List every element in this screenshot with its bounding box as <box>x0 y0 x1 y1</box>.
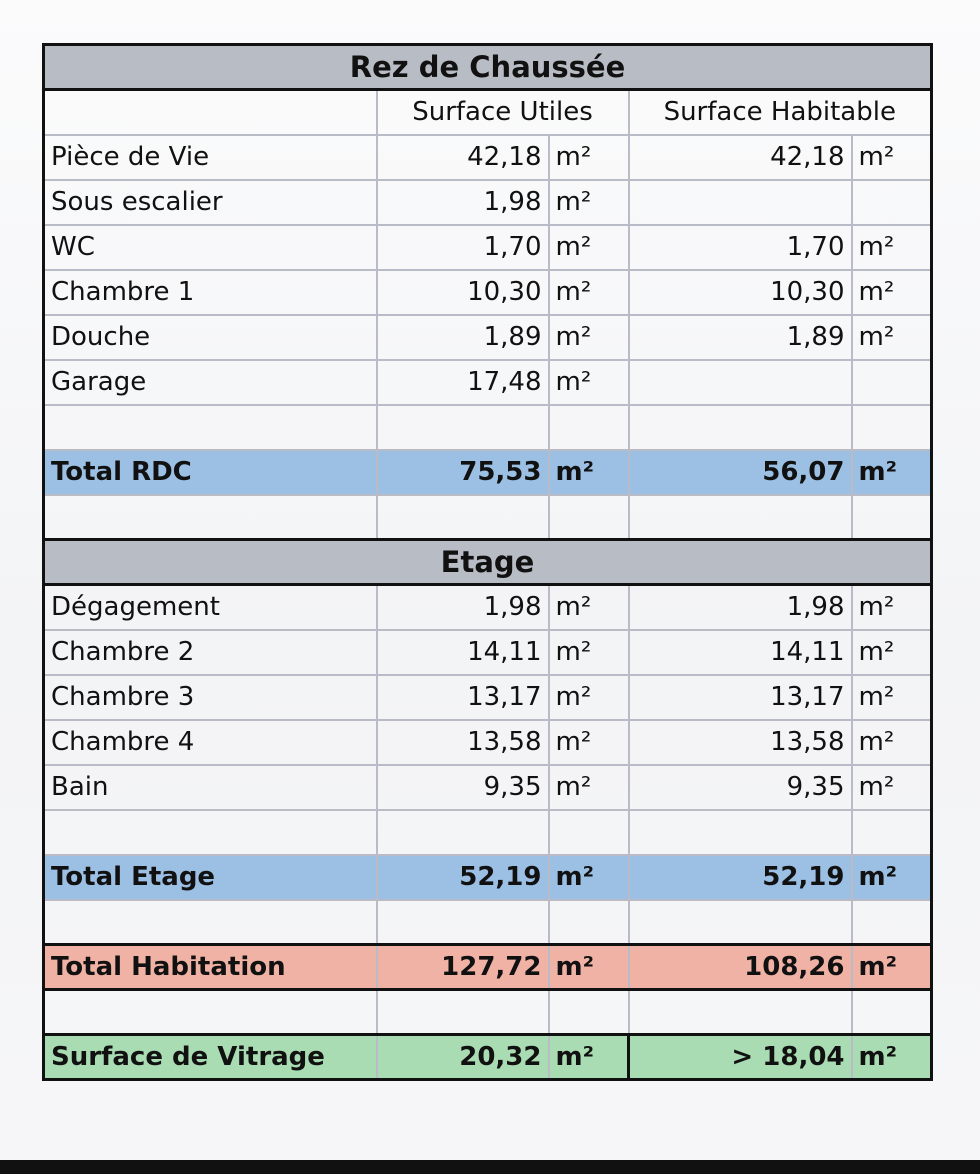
surface-habitable: 14,11 <box>629 630 852 675</box>
unit: m² <box>549 180 629 225</box>
section-header-etage <box>44 540 932 585</box>
unit: m² <box>549 765 629 810</box>
total-label: Total Habitation <box>44 945 377 990</box>
section-title: Rez de Chaussée <box>44 45 932 90</box>
total-utile: 127,72 <box>377 945 549 990</box>
column-header-row <box>44 90 932 135</box>
table-row <box>44 225 932 270</box>
room-name: Chambre 3 <box>44 675 377 720</box>
vitrage-value: 20,32 <box>377 1035 549 1080</box>
total-habitable: 56,07 <box>629 450 852 495</box>
unit: m² <box>852 225 932 270</box>
bottom-bar <box>0 1160 980 1174</box>
room-name: Bain <box>44 765 377 810</box>
room-name: Chambre 1 <box>44 270 377 315</box>
surface-utile: 13,17 <box>377 675 549 720</box>
unit: m² <box>549 945 629 990</box>
surface-utile: 9,35 <box>377 765 549 810</box>
room-name: Chambre 4 <box>44 720 377 765</box>
vitrage-label: Surface de Vitrage <box>44 1035 377 1080</box>
surface-utile: 10,30 <box>377 270 549 315</box>
table-row <box>44 135 932 180</box>
total-rdc-row <box>44 450 932 495</box>
unit: m² <box>549 675 629 720</box>
unit: m² <box>549 135 629 180</box>
surface-habitable: 10,30 <box>629 270 852 315</box>
unit: m² <box>852 1035 932 1080</box>
surface-utile: 1,98 <box>377 180 549 225</box>
column-header-habitable: Surface Habitable <box>629 90 932 135</box>
total-etage-row <box>44 855 932 900</box>
surface-habitable: 42,18 <box>629 135 852 180</box>
unit: m² <box>549 315 629 360</box>
surface-habitable: 1,98 <box>629 585 852 630</box>
room-name: WC <box>44 225 377 270</box>
total-habitable: 108,26 <box>629 945 852 990</box>
surface-habitable: 1,70 <box>629 225 852 270</box>
unit: m² <box>852 675 932 720</box>
total-label: Total Etage <box>44 855 377 900</box>
table-row <box>44 630 932 675</box>
section-title: Etage <box>44 540 932 585</box>
unit: m² <box>852 315 932 360</box>
room-name: Dégagement <box>44 585 377 630</box>
room-name: Sous escalier <box>44 180 377 225</box>
surface-utile: 14,11 <box>377 630 549 675</box>
unit: m² <box>852 720 932 765</box>
unit: m² <box>549 1035 629 1080</box>
surface-utile: 42,18 <box>377 135 549 180</box>
surface-habitable: 13,17 <box>629 675 852 720</box>
surface-utile: 1,89 <box>377 315 549 360</box>
unit: m² <box>549 360 629 405</box>
total-utile: 52,19 <box>377 855 549 900</box>
table-row <box>44 585 932 630</box>
table-row <box>44 360 932 405</box>
surface-habitable: 9,35 <box>629 765 852 810</box>
table-row <box>44 765 932 810</box>
table-row <box>44 315 932 360</box>
surface-habitable <box>629 180 852 225</box>
unit: m² <box>549 720 629 765</box>
section-header-rdc <box>44 45 932 90</box>
total-label: Total RDC <box>44 450 377 495</box>
total-utile: 75,53 <box>377 450 549 495</box>
surface-utile: 13,58 <box>377 720 549 765</box>
empty-row <box>44 495 932 540</box>
unit: m² <box>852 585 932 630</box>
empty-row <box>44 990 932 1035</box>
vitrage-minimum: > 18,04 <box>629 1035 852 1080</box>
room-name: Douche <box>44 315 377 360</box>
table-row <box>44 675 932 720</box>
column-header-utile: Surface Utiles <box>377 90 629 135</box>
empty-row <box>44 900 932 945</box>
total-habitable: 52,19 <box>629 855 852 900</box>
surface-habitable: 13,58 <box>629 720 852 765</box>
room-name: Chambre 2 <box>44 630 377 675</box>
unit: m² <box>852 855 932 900</box>
room-name: Garage <box>44 360 377 405</box>
unit: m² <box>852 630 932 675</box>
table-row <box>44 270 932 315</box>
empty-row <box>44 405 932 450</box>
unit: m² <box>549 630 629 675</box>
unit <box>852 360 932 405</box>
vitrage-row <box>44 1035 932 1080</box>
unit: m² <box>549 225 629 270</box>
unit: m² <box>549 585 629 630</box>
surface-utile: 1,98 <box>377 585 549 630</box>
surface-utile: 1,70 <box>377 225 549 270</box>
surface-habitable <box>629 360 852 405</box>
table-row <box>44 180 932 225</box>
unit: m² <box>852 270 932 315</box>
room-name: Pièce de Vie <box>44 135 377 180</box>
total-habitation-row <box>44 945 932 990</box>
unit: m² <box>852 450 932 495</box>
unit <box>852 180 932 225</box>
unit: m² <box>852 765 932 810</box>
empty-row <box>44 810 932 855</box>
unit: m² <box>549 450 629 495</box>
unit: m² <box>852 945 932 990</box>
table-row <box>44 720 932 765</box>
unit: m² <box>852 135 932 180</box>
unit: m² <box>549 855 629 900</box>
surface-utile: 17,48 <box>377 360 549 405</box>
surface-habitable: 1,89 <box>629 315 852 360</box>
unit: m² <box>549 270 629 315</box>
surface-table <box>42 43 933 1081</box>
